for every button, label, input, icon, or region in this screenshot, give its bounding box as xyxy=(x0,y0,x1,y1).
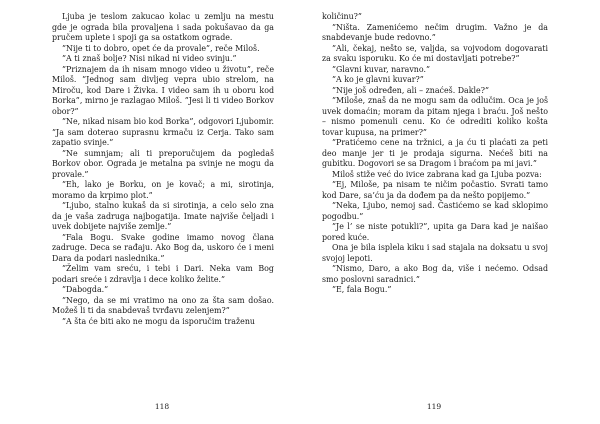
paragraph: Ljuba je teslom zakucao kolac u zemlju na mestu gde je ograda bila provaljena i sada pokušavao da ga pručem uplete i spoji ga sa ostatkom ograde. xyxy=(52,12,274,42)
paragraph: ”Priznajem da ih nisam mnogo video u životu”, reče Miloš. ”Jednog sam divljeg vepra ubio strelom, na Miroču, kod Dare i Živka. I video sam ih u oboru kod Borka”, mirno je razlagao Miloš. ”Jesi li ti video Borkov obor?” xyxy=(52,64,274,116)
paragraph: ”Miloše, znaš da ne mogu sam da odlučim. Oca je još uvek domaćin; moram da pitam njega i braću. Još nešto – nismo pomenuli cenu. Ko će odrediti koliko košta tovar kupusa, na primer?” xyxy=(322,96,548,137)
paragraph: ”Nismo, Daro, a ako Bog da, više i nećemo. Odsad smo poslovni saradnici.” xyxy=(322,264,548,284)
paragraph: ”Ljubo, stalno kukaš da si sirotinja, a celo selo zna da je vaša zadruga najbogatija. Imate najviše čeljadi i uvek dobijete najviše zemlje.” xyxy=(52,201,274,231)
paragraph: ”Nije ti to dobro, opet će da provale”, reče Miloš. xyxy=(62,43,260,53)
paragraph: ”Fala Bogu. Svake godine imamo novog člana zadruge. Deca se rađaju. Ako Bog da, uskoro će i meni Dara da podari naslednika.” xyxy=(52,232,274,263)
paragraph-continuation: količinu?” xyxy=(322,12,362,21)
paragraph: ”Eh, lako je Borku, on je kovač; a mi, sirotinja, moramo da krpimo plot.” xyxy=(52,180,274,200)
paragraph: ”A ti znaš bolje? Nisi nikad ni video svinju.” xyxy=(62,54,237,63)
paragraph: ”Ej, Miloše, pa nisam te ničim počastio. Svrati tamo kod Dare, sa’ću ja da dođem pa da nešto popijemo.” xyxy=(322,180,548,200)
paragraph: ”Želim vam sreću, i tebi i Dari. Neka vam Bog podari sreće i zdravlja i dece koliko želite.” xyxy=(52,264,274,284)
paragraph: ”Je l’ se niste potukli?”, upita ga Dara kad je naišao pored kuće. xyxy=(322,222,548,242)
paragraph: ”A ko je glavni kuvar?” xyxy=(332,75,424,84)
page-number: 118 xyxy=(154,402,170,411)
paragraph: ”E, fala Bogu.” xyxy=(332,285,392,294)
right-page-text xyxy=(322,12,548,296)
paragraph: ”Ništa. Zamenićemo nečim drugim. Važno je da snabdevanje bude redovno.” xyxy=(322,22,548,42)
right-page xyxy=(300,0,600,424)
paragraph: ”Dabogda.” xyxy=(62,285,109,294)
paragraph: ”Nego, da se mi vratimo na ono za šta sam došao. Možeš li ti da snabdevaš tvrđavu zelenjem?” xyxy=(52,295,274,315)
paragraph: ”Ali, čekaj, nešto se, valjda, sa vojvodom dogovarati za svaku isporuku. Ko će mi dostavljati potrebe?” xyxy=(322,43,548,63)
paragraph: Ona je bila isplela kiku i sad stajala na doksatu u svoj svojoj lepoti. xyxy=(322,243,548,263)
paragraph: ”Ne sumnjam; ali ti preporučujem da pogledaš Borkov obor. Ograda je metalna pa svinje ne mogu da provale.” xyxy=(52,148,274,179)
paragraph: ”Neka, Ljubo, nemoj sad. Častićemo se kad sklopimo pogodbu.” xyxy=(322,201,548,221)
paragraph: ”Ne, nikad nisam bio kod Borka”, odgovori Ljubomir. ”Ja sam doterao suprasnu krmaču iz Cerja. Tako sam zapatio svinje.” xyxy=(52,117,275,147)
paragraph: ”Pratićemo cene na tržnici, a ja ću ti plaćati za peti deo manje jer ti je prodaja sigurna. Nećeš biti na gubitku. Dogovori se sa Dragom i braćom pa mi javi.” xyxy=(322,138,548,168)
paragraph: ”Glavni kuvar, naravno.” xyxy=(332,64,431,74)
page-number: 119 xyxy=(426,402,442,411)
paragraph: ”Nije još određen, ali – znaćeš. Dakle?” xyxy=(332,85,489,95)
paragraph: Miloš stiže već do ivice zabrana kad ga Ljuba pozva: xyxy=(332,169,542,179)
paragraph: ”A šta će biti ako ne mogu da isporučim traženu xyxy=(62,316,255,326)
left-page-text xyxy=(52,12,274,327)
